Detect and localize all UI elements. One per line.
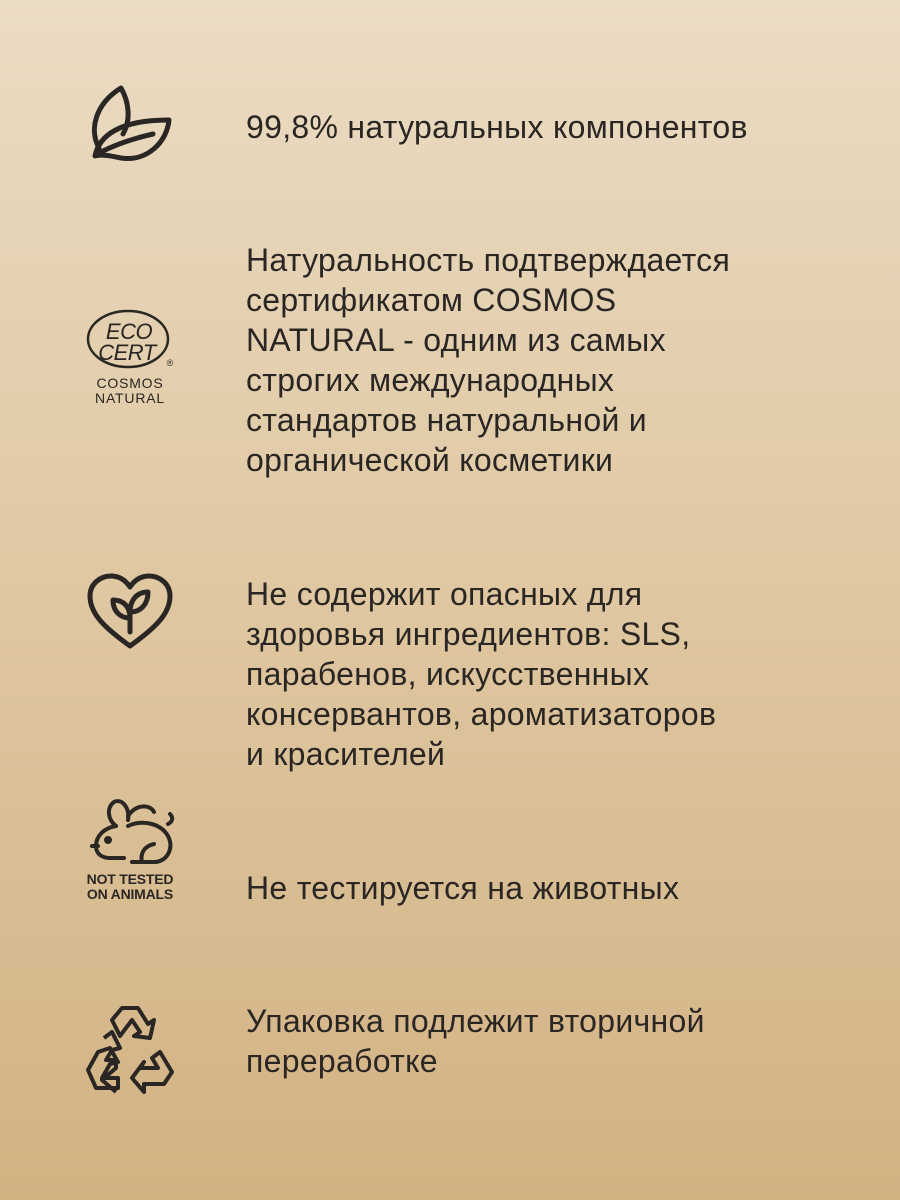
- rabbit-caption-line2: ON ANIMALS: [86, 885, 174, 902]
- rabbit-icon: [80, 796, 180, 901]
- feature-text: Натуральность подтверждается сертификатом COSMOS NATURAL - одним из самых строгих международных стандартов натуральной и органической косметики: [246, 242, 731, 478]
- ecocert-caption-line2: NATURAL: [95, 389, 165, 406]
- feature-text: Не содержит опасных для здоровья ингредиентов: SLS, парабенов, искусственных консервантов, ароматизаторов и красителей: [246, 576, 717, 772]
- ecocert-cert-text: CERT: [98, 340, 156, 365]
- recycle-icon: [80, 1004, 180, 1094]
- leaf-icon: [80, 80, 180, 166]
- ecocert-caption-line1: COSMOS: [96, 375, 164, 391]
- feature-text: Упаковка подлежит вторичной переработке: [246, 1003, 705, 1079]
- ecocert-logo: [80, 308, 180, 405]
- rabbit-caption-line1: NOT TESTED: [86, 871, 174, 887]
- registered-mark: ®: [166, 358, 174, 368]
- heart-sprout-icon: [80, 572, 180, 652]
- feature-text: Не тестируется на животных: [246, 870, 680, 906]
- feature-text: 99,8% натуральных компонентов: [246, 109, 748, 145]
- ecocert-eco-text: ECO: [105, 319, 153, 344]
